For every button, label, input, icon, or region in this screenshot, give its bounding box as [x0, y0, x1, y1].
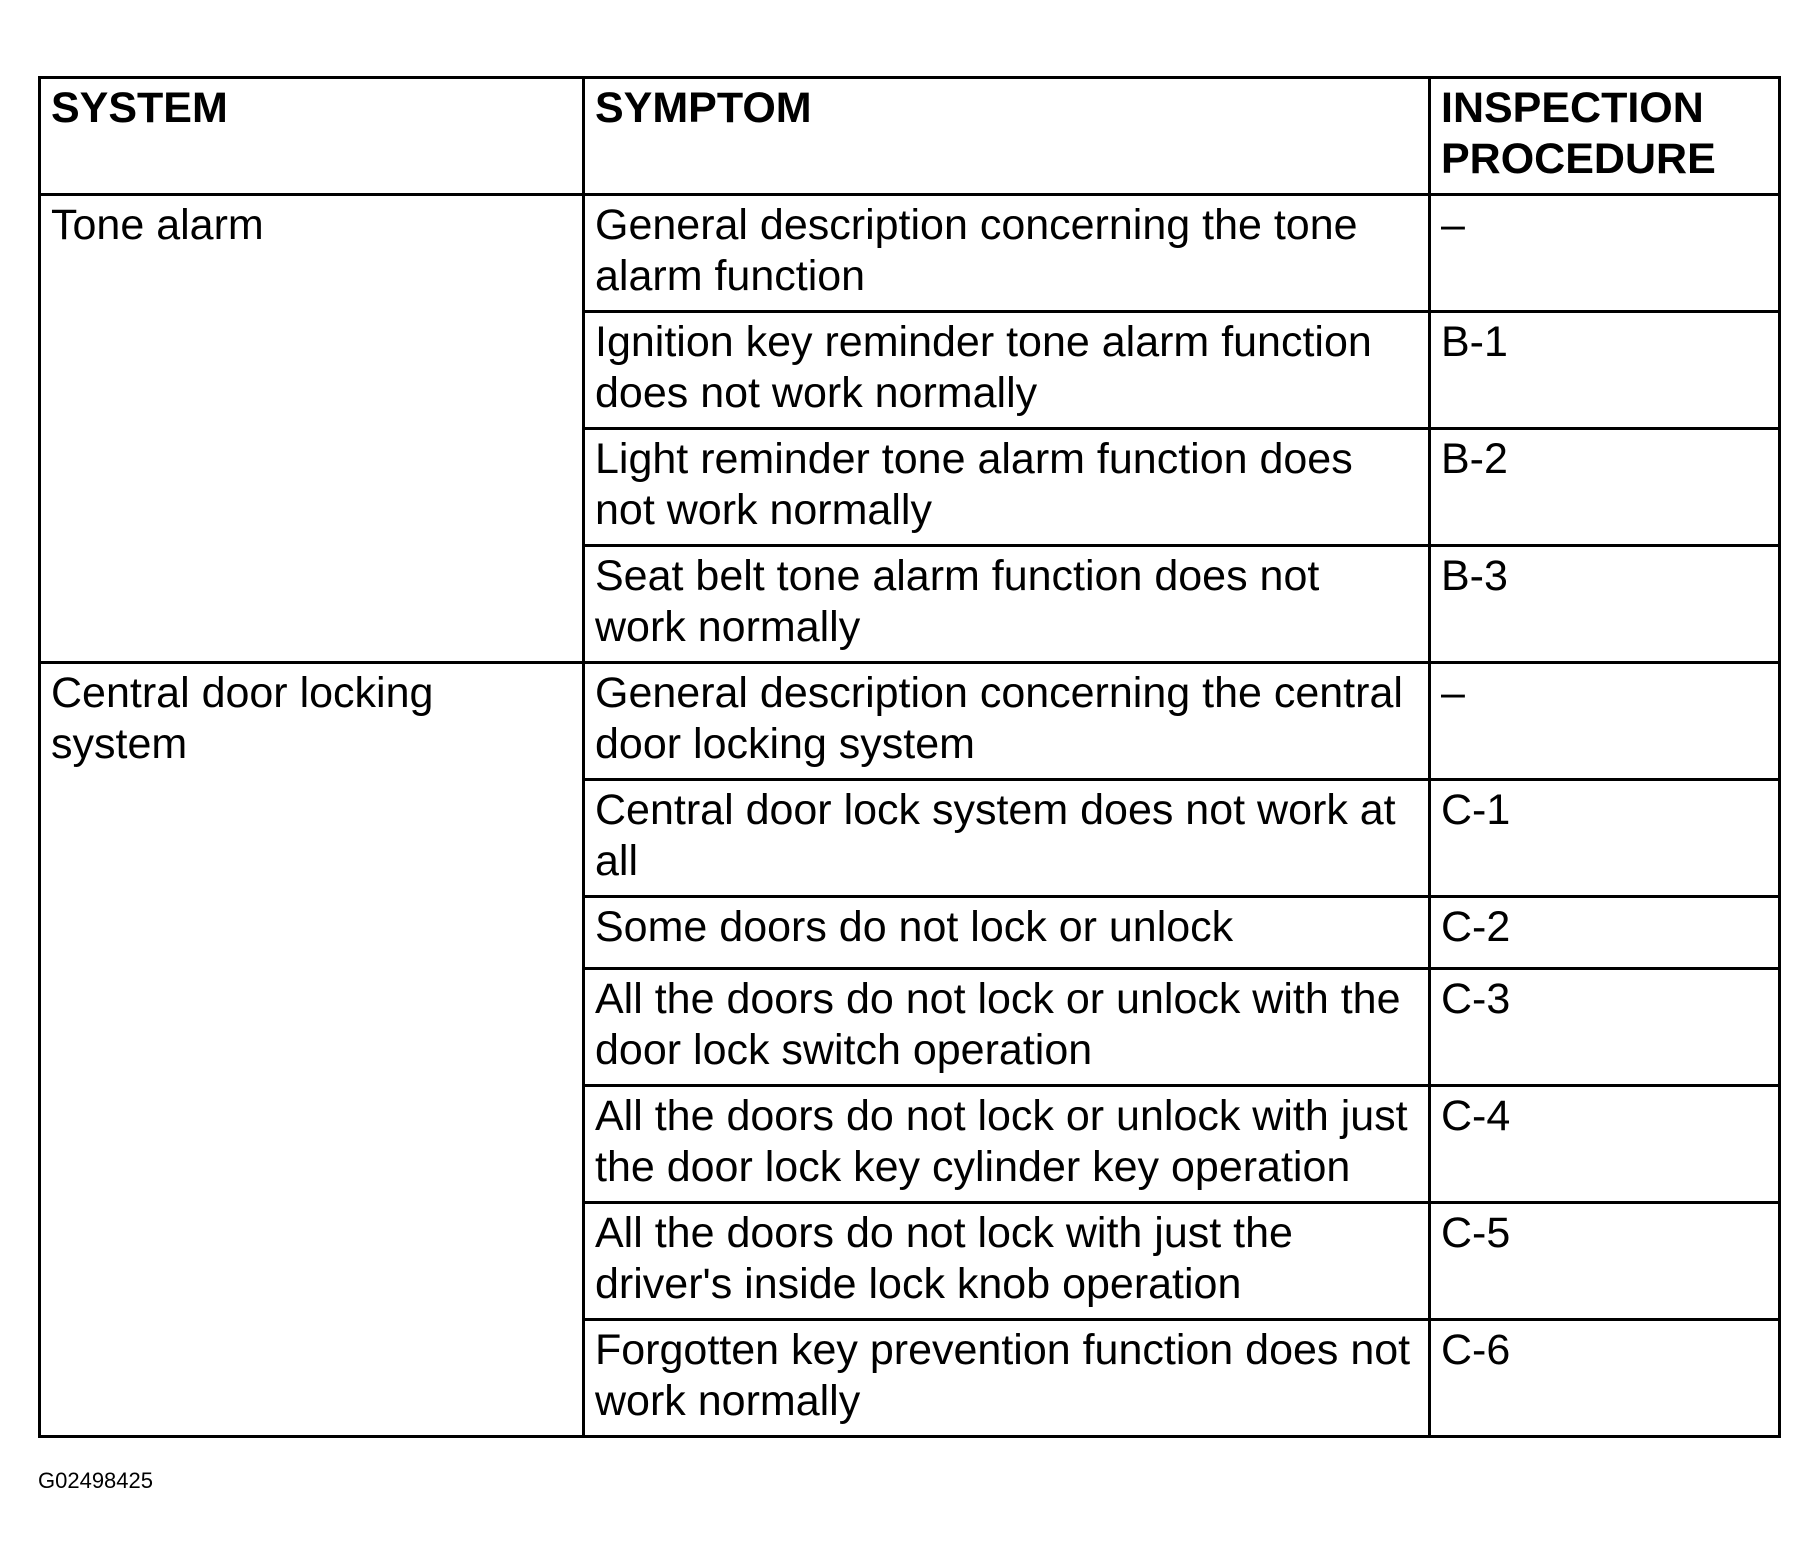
figure-id-label: G02498425	[38, 1468, 153, 1493]
symptom-cell: General description concerning the tone alarm function	[584, 195, 1430, 312]
system-cell-tone-alarm: Tone alarm	[40, 195, 584, 663]
system-cell-central-door-locking: Central door locking system	[40, 663, 584, 1437]
symptom-cell: Ignition key reminder tone alarm function does not work normally	[584, 312, 1430, 429]
procedure-cell: C-4	[1430, 1086, 1780, 1203]
header-inspection-procedure: INSPECTION PROCEDURE	[1430, 78, 1780, 195]
procedure-cell: B-3	[1430, 546, 1780, 663]
symptom-cell: Light reminder tone alarm function does not work normally	[584, 429, 1430, 546]
symptom-chart-table	[38, 76, 1781, 1438]
procedure-cell: B-1	[1430, 312, 1780, 429]
table-row	[40, 663, 1780, 780]
header-system: SYSTEM	[40, 78, 584, 195]
symptom-cell: Seat belt tone alarm function does not work normally	[584, 546, 1430, 663]
procedure-cell: C-2	[1430, 897, 1780, 969]
symptom-cell: Central door lock system does not work at all	[584, 780, 1430, 897]
diagnosis-table-container	[38, 76, 1778, 1438]
header-symptom: SYMPTOM	[584, 78, 1430, 195]
procedure-cell: C-5	[1430, 1203, 1780, 1320]
procedure-cell: C-3	[1430, 969, 1780, 1086]
procedure-cell: –	[1430, 663, 1780, 780]
symptom-cell: Forgotten key prevention function does not work normally	[584, 1320, 1430, 1437]
table-row	[40, 195, 1780, 312]
procedure-cell: B-2	[1430, 429, 1780, 546]
symptom-cell: Some doors do not lock or unlock	[584, 897, 1430, 969]
header-row	[40, 78, 1780, 195]
symptom-cell: All the doors do not lock or unlock with the door lock switch operation	[584, 969, 1430, 1086]
symptom-cell: All the doors do not lock or unlock with just the door lock key cylinder key operation	[584, 1086, 1430, 1203]
symptom-cell: All the doors do not lock with just the driver's inside lock knob operation	[584, 1203, 1430, 1320]
procedure-cell: –	[1430, 195, 1780, 312]
procedure-cell: C-1	[1430, 780, 1780, 897]
symptom-cell: General description concerning the central door locking system	[584, 663, 1430, 780]
procedure-cell: C-6	[1430, 1320, 1780, 1437]
